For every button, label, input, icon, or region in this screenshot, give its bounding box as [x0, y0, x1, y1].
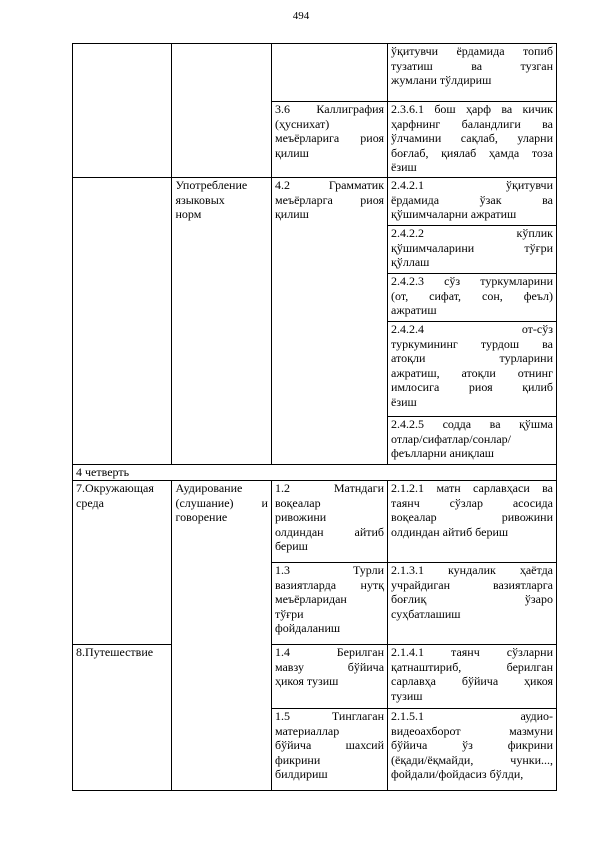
cell-text-line: Аудирование — [175, 481, 243, 495]
table-cell — [388, 645, 557, 709]
cell-text-line: говорение — [175, 510, 228, 525]
table-cell — [271, 563, 387, 645]
table-row — [73, 465, 557, 481]
table-cell — [172, 481, 271, 791]
table-cell — [388, 178, 557, 226]
cell-text-line: феълларни аниқлаш — [391, 446, 495, 461]
cell-text-line: билдириш — [274, 767, 328, 782]
table-cell — [271, 645, 387, 709]
cell-text-line: 2.4.2.4 от-сўз — [391, 322, 553, 336]
cell-text-line: олдиндан айтиб бериш — [391, 524, 509, 539]
cell-text-line: ўқитувчи ёрдамида топиб — [391, 44, 553, 58]
table-cell — [388, 563, 557, 645]
table-cell — [388, 481, 557, 563]
cell-text-line: ёзиш — [391, 394, 417, 409]
cell-text-line: 2.1.2.1 матн сарлавҳаси ва — [391, 481, 553, 495]
cell-text-line: 2.1.5.1 аудио- — [391, 709, 553, 723]
cell-text-line: 2.4.2.2 кўплик — [391, 226, 553, 240]
cell-text-line: ривожини — [274, 510, 327, 525]
cell-text-line: фойдали/фойдасиз бўлди, — [391, 767, 524, 782]
cell-text-line: меъёрларига риоя — [274, 131, 385, 146]
cell-text-line: (ҳуснихат) — [274, 116, 330, 131]
cell-text-line: туркумининг турдош ва — [391, 336, 553, 351]
cell-text-line: таянч сўзлар асосида — [391, 495, 553, 510]
cell-text-line: ёзиш — [391, 160, 417, 175]
cell-text-line: фойдаланиш — [274, 621, 341, 636]
table-cell — [388, 322, 557, 417]
cell-text-line: Употребление — [175, 178, 248, 192]
table-cell — [388, 226, 557, 274]
cell-text-line: среда — [76, 495, 104, 510]
cell-text-line: 2.1.4.1 таянч сўзларни — [391, 645, 553, 659]
table-row — [73, 645, 557, 709]
cell-text-line: тузатиш ва тузган — [391, 58, 553, 73]
cell-text-line: 8.Путешествие — [76, 645, 154, 659]
curriculum-table — [72, 43, 557, 791]
cell-text-line: 1.3 Турли — [274, 563, 385, 577]
cell-text-line: фикрини — [274, 752, 321, 767]
table-cell — [388, 709, 557, 791]
cell-text-line: (от, сифат, сон, феъл) — [391, 288, 553, 303]
cell-text-line: видеоахборот мазмуни — [391, 723, 553, 738]
table-row — [73, 481, 557, 563]
table-cell — [73, 44, 172, 178]
table-row — [73, 44, 557, 102]
cell-text-line: 2.1.3.1 кундалик ҳаётда — [391, 563, 553, 577]
cell-text-line: ҳикоя тузиш — [274, 674, 339, 689]
cell-text-line: мавзу бўйича — [274, 659, 385, 674]
cell-text-line: тузиш — [391, 688, 423, 703]
cell-text-line: вазиятларда нутқ — [274, 577, 385, 592]
cell-text-line: воқеалар ривожини — [391, 510, 553, 525]
cell-text-line: материаллар — [274, 723, 340, 738]
cell-text-line: атоқли турларини — [391, 351, 553, 366]
cell-text-line: 1.5 Тинглаган — [274, 709, 385, 723]
cell-text-line: меъёрларга риоя — [274, 192, 385, 207]
cell-text-line: учрайдиган вазиятларга — [391, 577, 553, 592]
cell-text-line: боғлаб, қиялаб ҳамда тоза — [391, 145, 553, 160]
cell-text-line: бериш — [274, 539, 308, 554]
table-cell — [73, 178, 172, 465]
cell-text-line: ҳарфнинг баландлиги ва — [391, 116, 553, 131]
cell-text-line: бўйича ўз фикрини — [391, 738, 553, 753]
cell-text-line: ўлчамини сақлаб, уларни — [391, 131, 553, 146]
cell-text-line: меъёрларидан — [274, 592, 347, 607]
cell-text-line: норм — [175, 207, 202, 222]
cell-text-line: бўйича шахсий — [274, 738, 385, 753]
cell-text-line: ажратиш — [391, 303, 437, 318]
table-cell — [172, 178, 271, 465]
table-cell — [388, 274, 557, 322]
cell-text-line: қўшимчаларни ажратиш — [391, 207, 517, 222]
cell-text-line: боғлиқ ўзаро — [391, 592, 553, 607]
table-cell — [271, 178, 387, 465]
cell-text-line: 1.2 Матндаги — [274, 481, 385, 495]
cell-text-line: қилиш — [274, 207, 309, 222]
cell-text-line: қўшимчаларини тўғри — [391, 240, 553, 255]
cell-text-line: 1.4 Берилган — [274, 645, 385, 659]
cell-text-line: языковых — [175, 192, 225, 207]
cell-text-line: (слушание) и — [175, 495, 268, 510]
cell-text-line: қилиш — [274, 145, 309, 160]
cell-text-line: қатнаштириб, берилган — [391, 659, 553, 674]
table-cell — [271, 481, 387, 563]
table-row — [73, 178, 557, 226]
cell-text-line: сарлавҳа бўйича ҳикоя — [391, 674, 553, 689]
quarter-heading: 4 четверть — [73, 465, 557, 481]
cell-text-line: 2.4.2.3 сўз туркумларини — [391, 274, 553, 288]
table-cell — [388, 102, 557, 178]
page-number: 494 — [292, 10, 310, 22]
cell-text-line: жумлани тўлдириш — [391, 73, 492, 88]
cell-text-line: 4.2 Грамматик — [274, 178, 385, 192]
cell-text-line: 2.3.6.1 бош ҳарф ва кичик — [391, 102, 553, 116]
cell-text-line: 3.6 Каллиграфия — [274, 102, 385, 116]
cell-text-line: тўғри — [274, 606, 304, 621]
table-cell — [73, 645, 172, 791]
table-cell — [388, 44, 557, 102]
cell-text-line: отлар/сифатлар/сонлар/ — [391, 431, 511, 446]
cell-text-line: воқеалар — [274, 495, 321, 510]
cell-text-line: (ёқади/ёқмайди, чунки..., — [391, 752, 553, 767]
cell-text-line: ёрдамида ўзак ва — [391, 192, 553, 207]
table-cell — [271, 709, 387, 791]
table-cell — [271, 102, 387, 178]
table-cell — [73, 481, 172, 645]
cell-text-line: олдиндан айтиб — [274, 524, 385, 539]
table-cell — [172, 44, 271, 178]
cell-text-line: 2.4.2.1 ўқитувчи — [391, 178, 553, 192]
cell-text-line: 2.4.2.5 содда ва қўшма — [391, 417, 553, 431]
cell-text-line: қўллаш — [391, 255, 430, 270]
cell-text-line: ажратиш, атоқли отнинг — [391, 365, 553, 380]
table-cell — [271, 44, 387, 102]
table-cell — [388, 417, 557, 465]
cell-text-line: суҳбатлашиш — [391, 606, 461, 621]
cell-text-line: 7.Окружающая — [76, 481, 154, 495]
cell-text-line: имлосига риоя қилиб — [391, 380, 553, 395]
